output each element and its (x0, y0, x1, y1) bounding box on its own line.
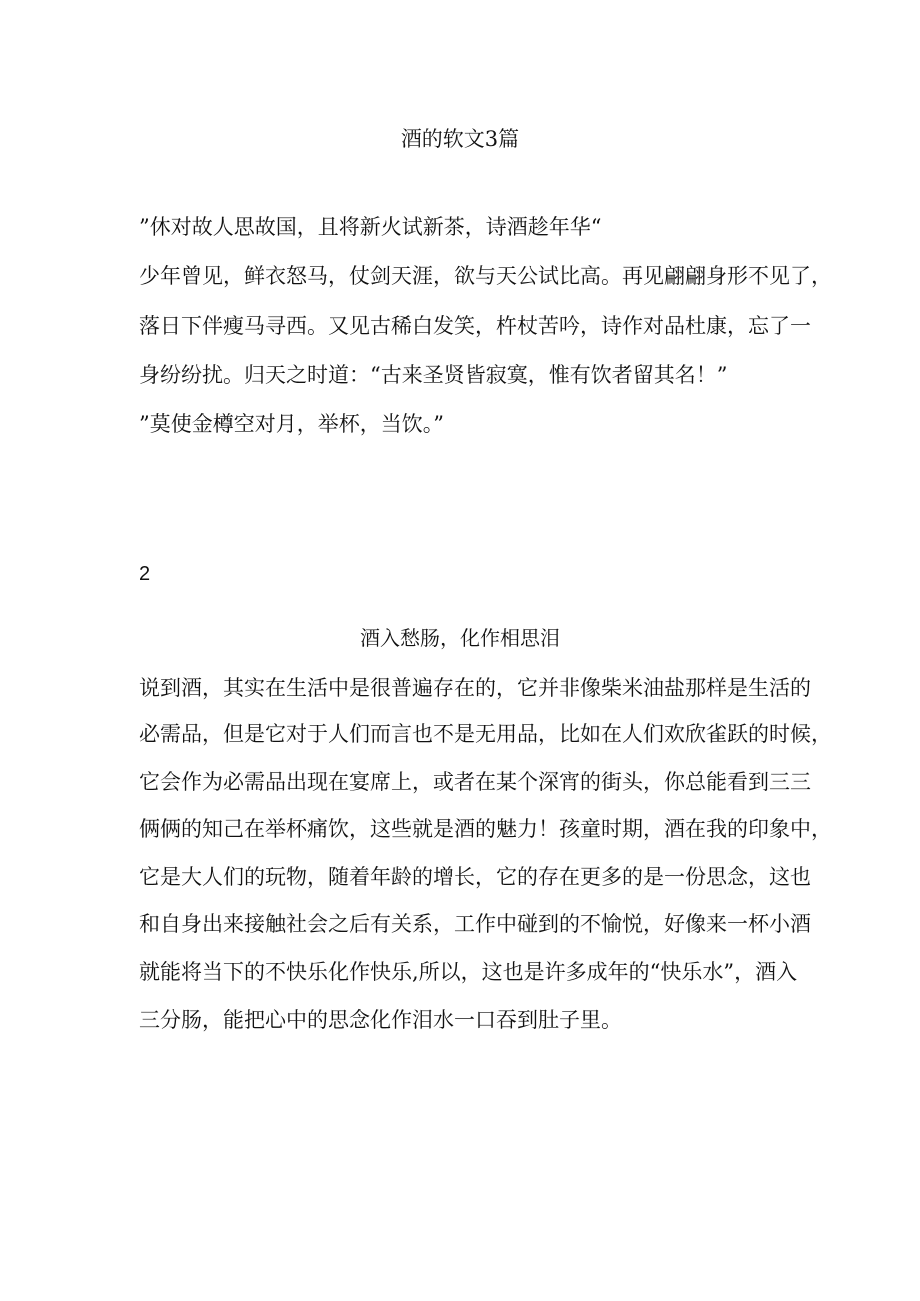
paragraph-line: 身纷纷扰。归天之时道：“古来圣贤皆寂寞，惟有饮者留其名！” (139, 363, 728, 387)
paragraph-line: 和自身出来接触社会之后有关系，工作中碰到的不愉悦，好像来一杯小酒 (139, 912, 811, 936)
paragraph-line: 少年曾见，鲜衣怒马，仗剑天涯，欲与天公试比高。再见翩翩身形不见了， (139, 264, 832, 288)
paragraph-line: 它会作为必需品出现在宴席上，或者在某个深宵的街头，你总能看到三三 (139, 770, 811, 794)
poem-line: ”休对故人思故国，且将新火试新茶，诗酒趁年华“ (139, 215, 602, 239)
paragraph-line: 说到酒，其实在生活中是很普遍存在的，它并非像柴米油盐那样是生活的 (139, 676, 811, 700)
section-number: 2 (139, 563, 151, 585)
paragraph-line: 必需品，但是它对于人们而言也不是无用品，比如在人们欢欣雀跃的时候， (139, 722, 832, 746)
paragraph-line: 就能将当下的不快乐化作快乐,所以，这也是许多成年的“快乐水”，酒入 (139, 960, 798, 984)
paragraph-line: 俩俩的知己在举杯痛饮，这些就是酒的魅力！孩童时期，酒在我的印象中， (139, 817, 832, 841)
paragraph-line: 落日下伴瘦马寻西。又见古稀白发笑，杵杖苦吟，诗作对品杜康，忘了一 (139, 314, 811, 338)
poem-line: ”莫使金樽空对月，举杯，当饮。” (139, 412, 444, 436)
paragraph-line: 它是大人们的玩物，随着年龄的增长，它的存在更多的是一份思念，这也 (139, 865, 811, 889)
section-subtitle: 酒入愁肠，化作相思泪 (360, 626, 560, 650)
paragraph-line: 三分肠，能把心中的思念化作泪水一口吞到肚子里。 (139, 1008, 622, 1032)
document-title: 酒的软文3篇 (400, 127, 520, 151)
